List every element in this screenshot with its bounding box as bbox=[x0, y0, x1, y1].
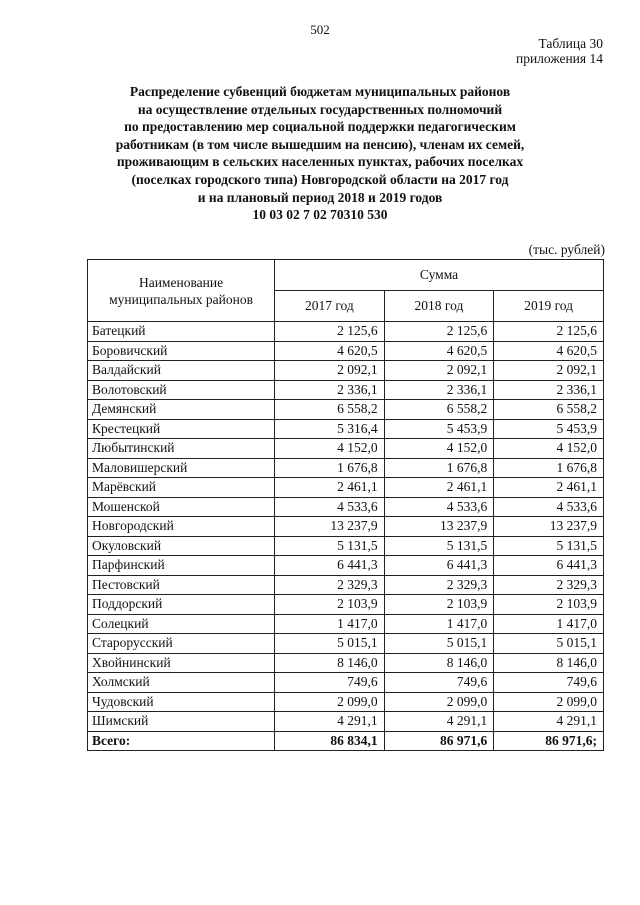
total-row bbox=[88, 731, 604, 751]
value-2019-cell: 2 092,1 bbox=[494, 361, 604, 381]
table-row bbox=[88, 536, 604, 556]
district-name-cell: Любытинский bbox=[88, 439, 275, 459]
header-name-line1: Наименование bbox=[138, 274, 224, 290]
table-row bbox=[88, 322, 604, 342]
value-2017-cell: 5 131,5 bbox=[275, 536, 385, 556]
value-2017-cell: 5 015,1 bbox=[275, 634, 385, 654]
table-row bbox=[88, 517, 604, 537]
appendix-number: приложения 14 bbox=[515, 51, 603, 66]
title-line: работникам (в том числе вышедшим на пенсию), членам их семей, bbox=[115, 136, 525, 152]
title-line: 10 03 02 7 02 70310 530 bbox=[252, 207, 388, 223]
district-name-cell: Холмский bbox=[88, 673, 275, 693]
units-label: (тыс. рублей) bbox=[528, 242, 605, 257]
value-2017-cell: 4 291,1 bbox=[275, 712, 385, 732]
value-2019-cell: 5 131,5 bbox=[494, 536, 604, 556]
value-2017-cell: 2 092,1 bbox=[275, 361, 385, 381]
table-row bbox=[88, 419, 604, 439]
district-name-cell: Батецкий bbox=[88, 322, 275, 342]
table-row bbox=[88, 497, 604, 517]
value-2017-cell: 2 461,1 bbox=[275, 478, 385, 498]
table-row bbox=[88, 673, 604, 693]
value-2019-cell: 86 971,6; bbox=[494, 731, 604, 751]
value-2019-cell: 6 558,2 bbox=[494, 400, 604, 420]
table-number: Таблица 30 bbox=[538, 36, 603, 51]
value-2018-cell: 2 099,0 bbox=[384, 692, 494, 712]
district-name-cell: Боровичский bbox=[88, 341, 275, 361]
value-2019-cell: 4 533,6 bbox=[494, 497, 604, 517]
title-line: проживающим в сельских населенных пунктах, рабочих поселках bbox=[116, 154, 524, 170]
district-name-cell: Волотовский bbox=[88, 380, 275, 400]
table-row bbox=[88, 361, 604, 381]
table-row bbox=[88, 614, 604, 634]
value-2019-cell: 4 291,1 bbox=[494, 712, 604, 732]
value-2017-cell: 8 146,0 bbox=[275, 653, 385, 673]
value-2018-cell: 1 676,8 bbox=[384, 458, 494, 478]
district-name-cell: Марёвский bbox=[88, 478, 275, 498]
header-name-line2: муниципальных районов bbox=[109, 291, 253, 307]
district-name-cell: Парфинский bbox=[88, 556, 275, 576]
value-2019-cell: 2 336,1 bbox=[494, 380, 604, 400]
district-name-cell: Мошенской bbox=[88, 497, 275, 517]
value-2019-cell: 1 676,8 bbox=[494, 458, 604, 478]
value-2018-cell: 2 461,1 bbox=[384, 478, 494, 498]
value-2018-cell: 5 131,5 bbox=[384, 536, 494, 556]
value-2017-cell: 5 316,4 bbox=[275, 419, 385, 439]
subsidy-table bbox=[87, 259, 604, 751]
value-2018-cell: 8 146,0 bbox=[384, 653, 494, 673]
value-2017-cell: 13 237,9 bbox=[275, 517, 385, 537]
value-2019-cell: 4 620,5 bbox=[494, 341, 604, 361]
value-2017-cell: 2 336,1 bbox=[275, 380, 385, 400]
value-2019-cell: 5 015,1 bbox=[494, 634, 604, 654]
table-row bbox=[88, 439, 604, 459]
value-2018-cell: 749,6 bbox=[384, 673, 494, 693]
title-line: Распределение субвенций бюджетам муниципальных районов bbox=[129, 84, 511, 99]
value-2018-cell: 1 417,0 bbox=[384, 614, 494, 634]
value-2018-cell: 13 237,9 bbox=[384, 517, 494, 537]
header-year-2018: 2018 год bbox=[384, 291, 494, 322]
value-2019-cell: 8 146,0 bbox=[494, 653, 604, 673]
table-row bbox=[88, 575, 604, 595]
value-2017-cell: 86 834,1 bbox=[275, 731, 385, 751]
district-name-cell: Новгородский bbox=[88, 517, 275, 537]
page-number: 502 bbox=[310, 22, 330, 37]
value-2019-cell: 1 417,0 bbox=[494, 614, 604, 634]
value-2019-cell: 2 329,3 bbox=[494, 575, 604, 595]
table-row bbox=[88, 478, 604, 498]
table-row bbox=[88, 458, 604, 478]
value-2019-cell: 13 237,9 bbox=[494, 517, 604, 537]
value-2019-cell: 2 461,1 bbox=[494, 478, 604, 498]
district-name-cell: Шимский bbox=[88, 712, 275, 732]
table-row bbox=[88, 380, 604, 400]
district-name-cell: Всего: bbox=[88, 731, 275, 751]
district-name-cell: Крестецкий bbox=[88, 419, 275, 439]
table-row bbox=[88, 341, 604, 361]
value-2018-cell: 5 015,1 bbox=[384, 634, 494, 654]
title-line: по предоставлению мер социальной поддержки педагогическим bbox=[124, 119, 516, 135]
header-district-name bbox=[88, 260, 275, 322]
document-title bbox=[40, 83, 600, 224]
value-2018-cell: 4 533,6 bbox=[384, 497, 494, 517]
value-2018-cell: 5 453,9 bbox=[384, 419, 494, 439]
value-2018-cell: 4 291,1 bbox=[384, 712, 494, 732]
district-name-cell: Маловишерский bbox=[88, 458, 275, 478]
table-reference bbox=[516, 36, 603, 66]
table-row bbox=[88, 712, 604, 732]
district-name-cell: Солецкий bbox=[88, 614, 275, 634]
table-row bbox=[88, 692, 604, 712]
district-name-cell: Хвойнинский bbox=[88, 653, 275, 673]
header-year-2017: 2017 год bbox=[275, 291, 385, 322]
district-name-cell: Окуловский bbox=[88, 536, 275, 556]
value-2019-cell: 2 103,9 bbox=[494, 595, 604, 615]
value-2018-cell: 4 152,0 bbox=[384, 439, 494, 459]
value-2019-cell: 5 453,9 bbox=[494, 419, 604, 439]
value-2019-cell: 6 441,3 bbox=[494, 556, 604, 576]
district-name-cell: Чудовский bbox=[88, 692, 275, 712]
value-2018-cell: 2 125,6 bbox=[384, 322, 494, 342]
table-row bbox=[88, 556, 604, 576]
district-name-cell: Пестовский bbox=[88, 575, 275, 595]
value-2017-cell: 1 676,8 bbox=[275, 458, 385, 478]
header-sum: Сумма bbox=[275, 260, 604, 291]
value-2017-cell: 4 152,0 bbox=[275, 439, 385, 459]
table-row bbox=[88, 400, 604, 420]
district-name-cell: Старорусский bbox=[88, 634, 275, 654]
value-2017-cell: 2 103,9 bbox=[275, 595, 385, 615]
district-name-cell: Демянский bbox=[88, 400, 275, 420]
title-line: на осуществление отдельных государственных полномочий bbox=[137, 101, 503, 117]
value-2019-cell: 749,6 bbox=[494, 673, 604, 693]
value-2018-cell: 2 336,1 bbox=[384, 380, 494, 400]
district-name-cell: Поддорский bbox=[88, 595, 275, 615]
value-2017-cell: 2 125,6 bbox=[275, 322, 385, 342]
value-2019-cell: 4 152,0 bbox=[494, 439, 604, 459]
value-2017-cell: 1 417,0 bbox=[275, 614, 385, 634]
value-2017-cell: 6 441,3 bbox=[275, 556, 385, 576]
value-2018-cell: 4 620,5 bbox=[384, 341, 494, 361]
value-2017-cell: 749,6 bbox=[275, 673, 385, 693]
value-2019-cell: 2 099,0 bbox=[494, 692, 604, 712]
value-2018-cell: 6 441,3 bbox=[384, 556, 494, 576]
value-2017-cell: 4 620,5 bbox=[275, 341, 385, 361]
value-2018-cell: 6 558,2 bbox=[384, 400, 494, 420]
value-2017-cell: 2 329,3 bbox=[275, 575, 385, 595]
value-2018-cell: 2 103,9 bbox=[384, 595, 494, 615]
district-name-cell: Валдайский bbox=[88, 361, 275, 381]
title-line: (поселках городского типа) Новгородской области на 2017 год bbox=[131, 171, 509, 187]
value-2018-cell: 86 971,6 bbox=[384, 731, 494, 751]
table-row bbox=[88, 595, 604, 615]
table-row bbox=[88, 653, 604, 673]
header-year-2019: 2019 год bbox=[494, 291, 604, 322]
value-2018-cell: 2 092,1 bbox=[384, 361, 494, 381]
value-2017-cell: 2 099,0 bbox=[275, 692, 385, 712]
title-line: и на плановый период 2018 и 2019 годов bbox=[197, 189, 443, 205]
value-2018-cell: 2 329,3 bbox=[384, 575, 494, 595]
table-row bbox=[88, 634, 604, 654]
value-2019-cell: 2 125,6 bbox=[494, 322, 604, 342]
value-2017-cell: 6 558,2 bbox=[275, 400, 385, 420]
value-2017-cell: 4 533,6 bbox=[275, 497, 385, 517]
